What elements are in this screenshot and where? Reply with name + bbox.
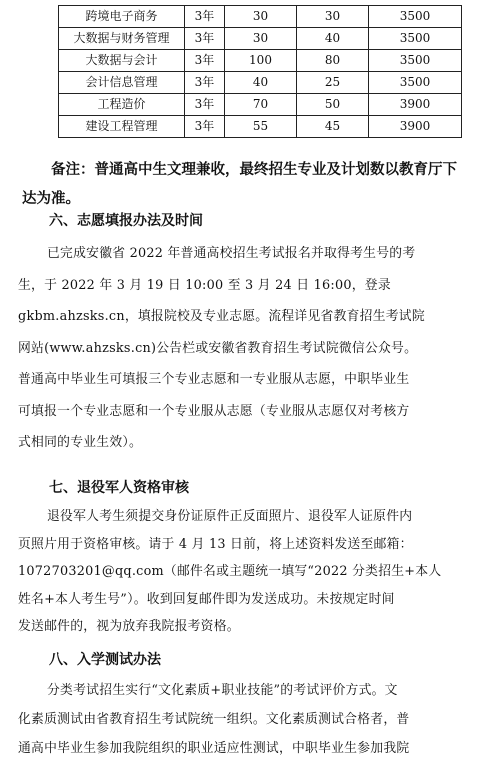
table-cell: 3年: [185, 94, 225, 116]
section-7-paragraph: [18, 503, 470, 641]
table-cell: 30: [225, 6, 297, 28]
section-heading-6: 六、志愿填报办法及时间: [49, 213, 203, 229]
text-line: 可填报一个专业志愿和一个专业服从志愿（专业服从志愿仅对考核方: [18, 403, 410, 419]
table-row: [59, 94, 462, 116]
table-cell: 3年: [185, 6, 225, 28]
text-line: 通高中毕业生参加我院组织的职业适应性测试，中职毕业生参加我院: [18, 741, 410, 756]
text-line: 分类考试招生实行“文化素质+职业技能”的考试评价方式。文: [47, 683, 398, 698]
text-line: 普通高中毕业生可填报三个专业志愿和一专业服从志愿，中职毕业生: [18, 372, 410, 387]
section-heading-8: 八、入学测试办法: [49, 652, 161, 668]
text-line: 化素质测试由省教育招生考试院统一组织。文化素质测试合格者，普: [18, 712, 410, 727]
text-line: 网站(www.ahzsks.cn)公告栏或安徽省教育招生考试院微信公众号。: [18, 340, 418, 356]
table-row: [59, 72, 462, 94]
table-cell: 50: [297, 94, 369, 116]
text-line: gkbm.ahzsks.cn，填报院校及专业志愿。流程详见省教育招生考试院: [18, 309, 425, 324]
table-cell: 80: [297, 50, 369, 72]
table-row: [59, 28, 462, 50]
text-line: 生，于 2022 年 3 月 19 日 10:00 至 3 月 24 日 16:00，登录: [18, 277, 391, 293]
table-cell: 25: [297, 72, 369, 94]
table-cell: 45: [297, 116, 369, 138]
table-cell: 3900: [369, 94, 462, 116]
table-cell: 100: [225, 50, 297, 72]
note-paragraph: 备注：普通高中生文理兼收，最终招生专业及计划数以教育厅下达为准。: [22, 162, 457, 207]
table-cell: 3500: [369, 72, 462, 94]
text-line: 姓名+本人考生号”）。收到回复邮件即为发送成功。未按规定时间: [18, 591, 395, 607]
table-row: [59, 6, 462, 28]
table-cell: 工程造价: [59, 94, 185, 116]
table-cell: 大数据与财务管理: [59, 28, 185, 50]
table-cell: 40: [297, 28, 369, 50]
table-cell: 70: [225, 94, 297, 116]
table-cell: 3500: [369, 28, 462, 50]
table-cell: 跨境电子商务: [59, 6, 185, 28]
table-cell: 3500: [369, 50, 462, 72]
text-line: 发送邮件的，视为放弃我院报考资格。: [18, 619, 240, 634]
table-cell: 40: [225, 72, 297, 94]
table-cell: 建设工程管理: [59, 116, 185, 138]
table-cell: 3年: [185, 28, 225, 50]
section-8-paragraph: [18, 676, 470, 763]
enrollment-table: [58, 5, 462, 138]
table-cell: 大数据与会计: [59, 50, 185, 72]
table-cell: 3年: [185, 116, 225, 138]
table-cell: 30: [297, 6, 369, 28]
table-cell: 55: [225, 116, 297, 138]
text-line: 已完成安徽省 2022 年普通高校招生考试报名并取得考生号的考: [47, 246, 416, 261]
text-line: 式相同的专业生效）。: [18, 435, 143, 450]
table-row: [59, 116, 462, 138]
table-cell: 30: [225, 28, 297, 50]
table-cell: 3900: [369, 116, 462, 138]
section-heading-7: 七、退役军人资格审核: [49, 480, 189, 496]
text-line: 页照片用于资格审核。请于 4 月 13 日前，将上述资料发送至邮箱：: [18, 536, 413, 552]
text-line: 退役军人考生须提交身份证原件正反面照片、退役军人证原件内: [47, 509, 413, 524]
table-cell: 会计信息管理: [59, 72, 185, 94]
table-cell: 3500: [369, 6, 462, 28]
table-row: [59, 50, 462, 72]
text-line: 1072703201@qq.com（邮件名或主题统一填写“2022 分类招生+本人: [18, 564, 442, 579]
section-6-paragraph: [18, 238, 470, 459]
table-cell: 3年: [185, 72, 225, 94]
table-cell: 3年: [185, 50, 225, 72]
